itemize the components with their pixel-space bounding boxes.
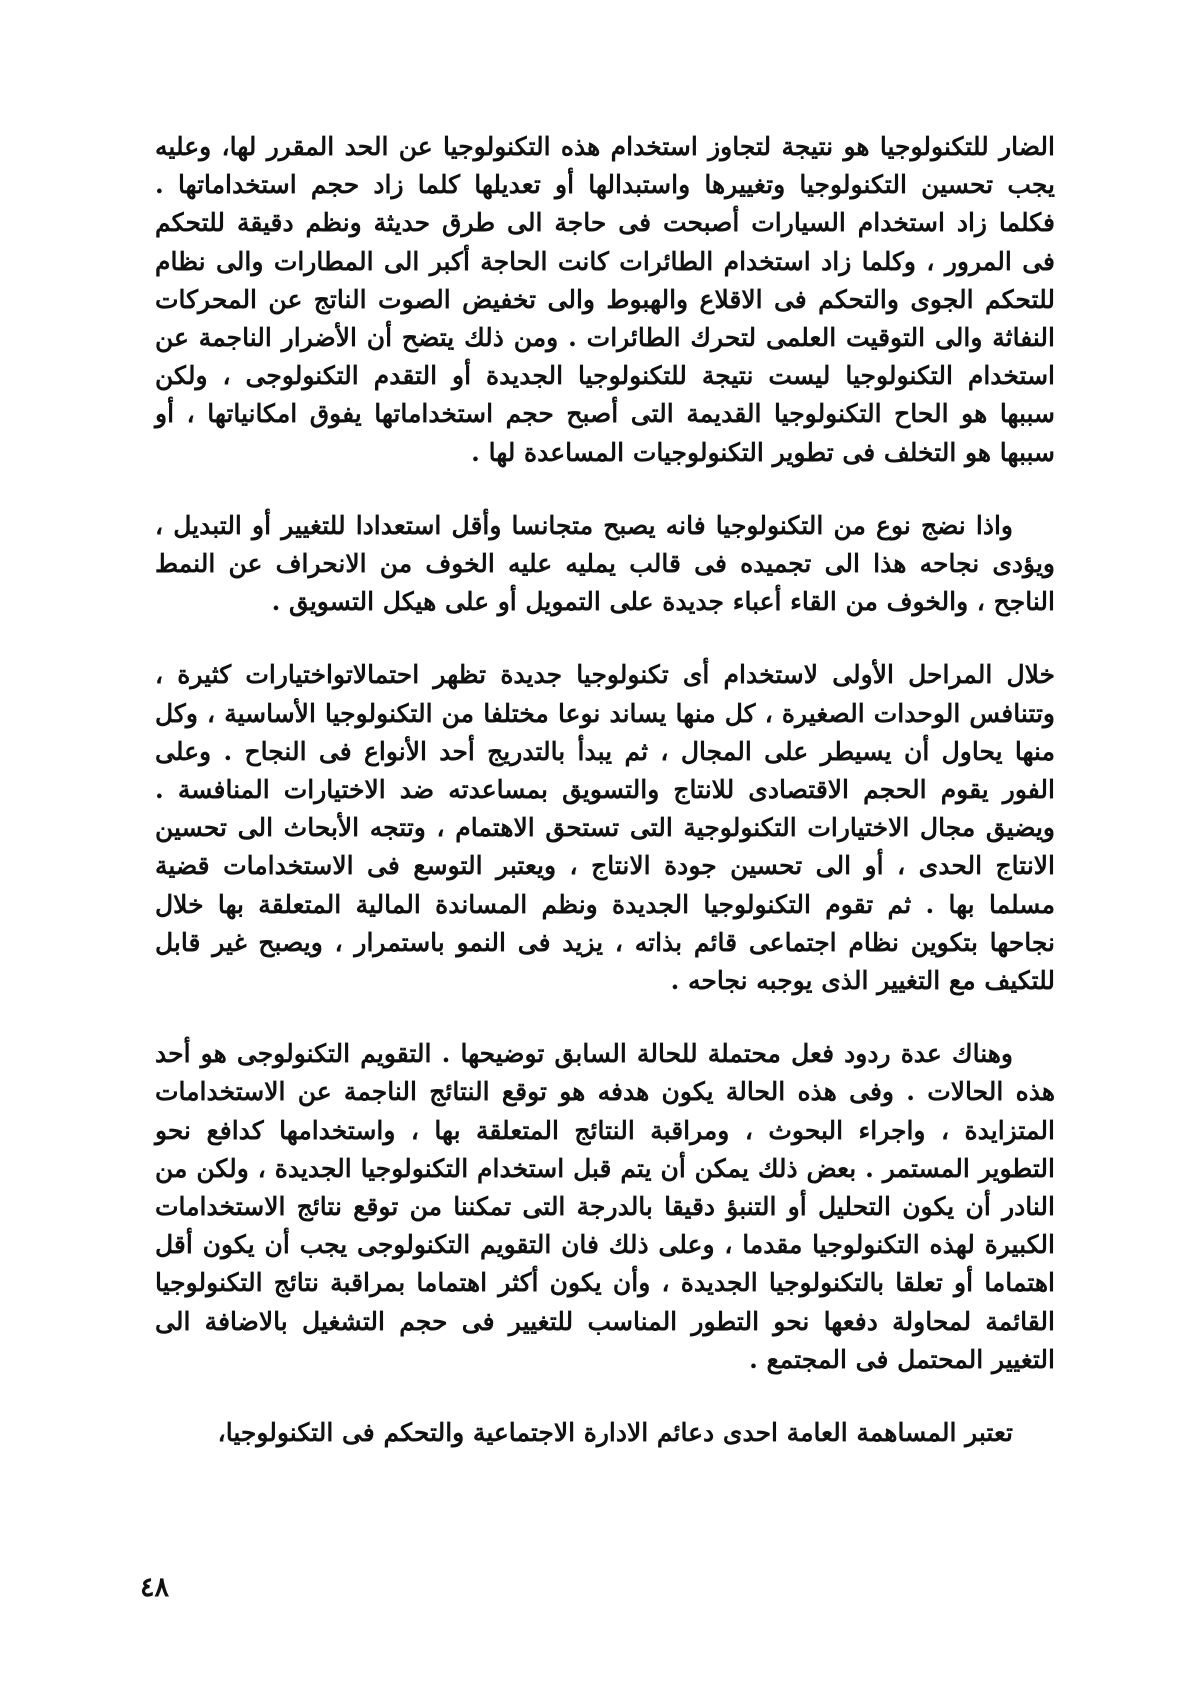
page-number: ٤٨ [140,1572,170,1603]
body-text [155,128,1055,1487]
paragraph-2: واذا نضج نوع من التكنولوجيا فانه يصبح متجانسا وأقل استعدادا للتغيير أو التبديل ، ويؤدى نجاحه هذا الى تجميده فى قالب يمليه عليه الخوف من الانحراف عن النمط الناجح ، والخوف من القاء أعباء جديدة على التمويل أو على هيكل التسويق . [155,510,1055,617]
paragraph-4: وهناك عدة ردود فعل محتملة للحالة السابق توضيحها . التقويم التكنولوجى هو أحد هذه الحالات . وفى هذه الحالة يكون هدفه هو توقع النتائج الناجمة عن الاستخدامات المتزايدة ، واجراء البحوث ، ومراقبة النتائج المتعلقة بها ، واستخدامها كدافع نحو التطوير المستمر . بعض ذلك يمكن أن يتم قبل استخدام التكنولوجيا الجديدة ، ولكن من النادر أن يكون التحليل أو التنبؤ دقيقا بالدرجة التى تمكننا من توقع نتائج الاستخدامات الكبيرة لهذه التكنولوجيا مقدما ، وعلى ذلك فان التقويم التكنولوجى يجب أن يكون أقل اهتماما أو تعلقا بالتكنولوجيا الجديدة ، وأن يكون أكثر اهتماما بمراقبة نتائج التكنولوجيا القائمة لمحاولة دفعها نحو التطور المناسب للتغيير فى حجم التشغيل بالاضافة الى التغيير المحتمل فى المجتمع . [155,1039,1055,1374]
paragraph-5: تعتبر المساهمة العامة احدى دعائم الادارة الاجتماعية والتحكم فى التكنولوجيا، [217,1418,1013,1448]
paragraph-1: الضار للتكنولوجيا هو نتيجة لتجاوز استخدام هذه التكنولوجيا عن الحد المقرر لها، وعليه يجب تحسين التكنولوجيا وتغييرها واستبدالها أو تعديلها كلما زاد حجم استخداماتها . فكلما زاد استخدام السيارات أصبحت فى حاجة الى طرق حديثة ونظم دقيقة للتحكم فى المرور ، وكلما زاد استخدام الطائرات كانت الحاجة أكبر الى المطارات والى نظام للتحكم الجوى والتحكم فى الاقلاع والهبوط والى تخفيض الصوت الناتج عن المحركات النفاثة والى التوقيت العلمى لتحرك الطائرات . ومن ذلك يتضح أن الأضرار الناجمة عن استخدام التكنولوجيا ليست نتيجة للتكنولوجيا الجديدة أو التقدم التكنولوجى ، ولكن سببها هو الحاح التكنولوجيا القديمة التى أصبح حجم استخداماتها يفوق امكانياتها ، أو سببها هو التخلف فى تطوير التكنولوجيات المساعدة لها . [155,132,1055,467]
paragraph-3: خلال المراحل الأولى لاستخدام أى تكنولوجيا جديدة تظهر احتمالاتواختيارات كثيرة ، وتتنافس الوحدات الصغيرة ، كل منها يساند نوعا مختلفا من التكنولوجيا الأساسية ، وكل منها يحاول أن يسيطر على المجال ، ثم يبدأ بالتدريج أحد الأنواع فى النجاح . وعلى الفور يقوم الحجم الاقتصادى للانتاج والتسويق بمساعدته ضد الاختيارات المنافسة . ويضيق مجال الاختيارات التكنولوجية التى تستحق الاهتمام ، وتتجه الأبحاث الى تحسين الانتاج الحدى ، أو الى تحسين جودة الانتاج ، ويعتبر التوسع فى الاستخدامات قضية مسلما بها . ثم تقوم التكنولوجيا الجديدة ونظم المساندة المالية المتعلقة بها خلال نجاحها بتكوين نظام اجتماعى قائم بذاته ، يزيد فى النمو باستمرار ، ويصبح غير قابل للتكيف مع التغيير الذى يوجبه نجاحه . [155,660,1055,996]
